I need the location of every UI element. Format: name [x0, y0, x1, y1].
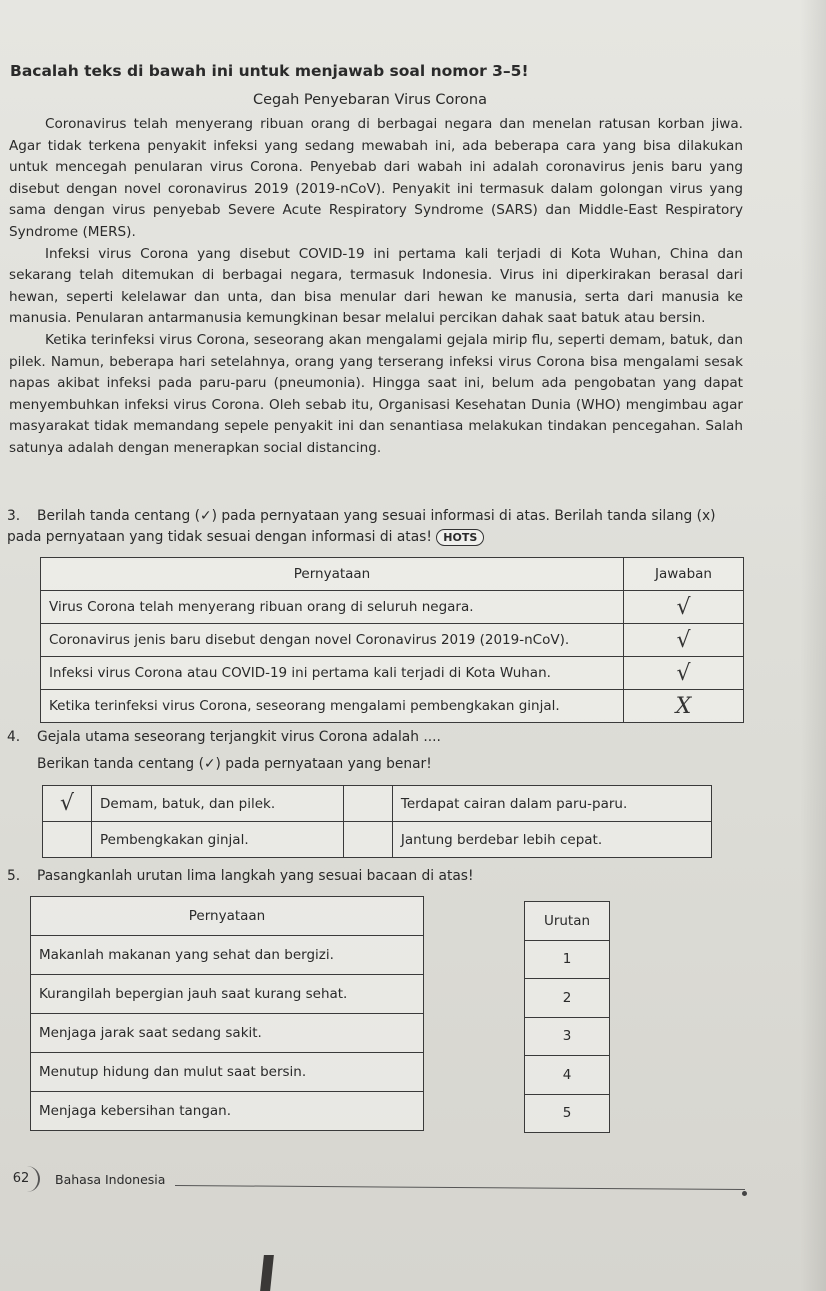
order-cell[interactable]: 2	[525, 979, 610, 1018]
statement-cell[interactable]: Menjaga kebersihan tangan.	[31, 1092, 424, 1131]
question-5-text: Pasangkanlah urutan lima langkah yang sesuai bacaan di atas!	[37, 868, 474, 884]
table-header-row	[41, 558, 744, 591]
statement-cell: Infeksi virus Corona atau COVID-19 ini pertama kali terjadi di Kota Wuhan.	[41, 657, 624, 690]
paragraph-3: Ketika terinfeksi virus Corona, seseorang akan mengalami gejala mirip flu, seperti demam, batuk, dan pilek. Namun, beberapa hari setelahnya, orang yang terserang infeksi virus Corona bisa mengalami sesak napas akibat infeksi pada paru-paru (pneumonia). Hingga saat ini, belum ada pengobatan yang dapat menyembuhkan infeksi virus Corona. Oleh sebab itu, Organisasi Kesehatan Dunia (WHO) mengimbau agar masyarakat tidak memandang sepele penyakit ini dan senantiasa melakukan tindakan pencegahan. Salah satunya adalah dengan menerapkan social distancing.	[9, 331, 743, 456]
answer-cell[interactable]	[624, 657, 744, 690]
table-row	[41, 591, 744, 624]
option-checkbox[interactable]	[43, 786, 92, 822]
header-statement: Pernyataan	[31, 897, 424, 936]
cross-mark: X	[675, 693, 692, 719]
table-row	[41, 657, 744, 690]
paragraph-2: Infeksi virus Corona yang disebut COVID-19 ini pertama kali terjadi di Kota Wuhan, China dan sekarang telah ditemukan di berbagai negara, termasuk Indonesia. Virus ini diperkirakan berasal dari hewan, seperti kelelawar dan unta, dan bisa menular dari hewan ke manusia, serta dari manusia ke manusia. Penularan antarmanusia kemungkinan besar melalui percikan dahak saat batuk atau bersin.	[9, 245, 743, 327]
check-mark: √	[676, 594, 691, 620]
table-row	[41, 624, 744, 657]
statement-cell[interactable]: Menutup hidung dan mulut saat bersin.	[31, 1053, 424, 1092]
reading-title: Cegah Penyebaran Virus Corona	[252, 92, 488, 108]
table-row	[31, 936, 424, 975]
question-3-number: 3.	[7, 508, 21, 524]
table-row	[525, 979, 610, 1018]
order-cell[interactable]: 5	[525, 1094, 610, 1133]
table-row	[41, 690, 744, 723]
question-3	[7, 506, 747, 548]
question-4-text: Gejala utama seseorang terjangkit virus Corona adalah ....	[37, 729, 441, 745]
question-4-subtext: Berikan tanda centang (✓) pada pernyataan yang benar!	[37, 756, 432, 772]
footer-dot	[742, 1191, 747, 1196]
table-row	[31, 1053, 424, 1092]
statement-cell: Ketika terinfeksi virus Corona, seseorang mengalami pembengkakan ginjal.	[41, 690, 624, 723]
page-edge-shadow	[800, 0, 826, 1291]
question-4-options	[42, 785, 712, 858]
header-statement: Pernyataan	[41, 558, 624, 591]
paragraph-1	[9, 114, 743, 244]
check-mark: √	[59, 791, 75, 816]
option-text: Demam, batuk, dan pilek.	[92, 786, 344, 822]
option-text: Pembengkakan ginjal.	[92, 822, 344, 858]
header-answer: Jawaban	[624, 558, 744, 591]
question-5	[7, 866, 747, 887]
table-header-row	[525, 902, 610, 941]
option-text: Terdapat cairan dalam paru-paru.	[392, 786, 711, 822]
option-checkbox[interactable]	[343, 822, 392, 858]
table-row	[31, 975, 424, 1014]
answer-cell[interactable]	[624, 591, 744, 624]
answer-cell[interactable]	[624, 690, 744, 723]
reading-text	[9, 114, 743, 460]
check-mark: √	[676, 660, 691, 686]
answer-cell[interactable]	[624, 624, 744, 657]
option-checkbox[interactable]	[43, 822, 92, 858]
question-3-table	[40, 557, 744, 723]
hots-badge: HOTS	[436, 529, 484, 546]
question-4	[7, 727, 747, 775]
table-row	[525, 1056, 610, 1095]
options-row	[43, 786, 712, 822]
order-cell[interactable]: 4	[525, 1056, 610, 1095]
subject-label: Bahasa Indonesia	[55, 1172, 166, 1187]
statement-cell: Virus Corona telah menyerang ribuan orang di seluruh negara.	[41, 591, 624, 624]
question-4-number: 4.	[7, 729, 21, 745]
table-row	[31, 1092, 424, 1131]
table-row	[525, 940, 610, 979]
question-5-number: 5.	[7, 868, 21, 884]
page-number: 62	[4, 1166, 40, 1192]
question-5-order	[524, 901, 610, 1133]
footer-rule	[175, 1185, 745, 1190]
table-header-row	[31, 897, 424, 936]
table-row	[31, 1014, 424, 1053]
page-footer	[0, 1158, 760, 1198]
statement-cell[interactable]: Makanlah makanan yang sehat dan bergizi.	[31, 936, 424, 975]
binder-clip-shadow	[260, 1255, 274, 1291]
question-3-text: Berilah tanda centang (✓) pada pernyataan yang sesuai informasi di atas. Berilah tanda silang (x) pada pernyataan yang tidak sesuai dengan informasi di atas!	[7, 508, 716, 545]
check-mark: √	[676, 627, 691, 653]
question-5-statements	[30, 896, 424, 1131]
statement-cell[interactable]: Menjaga jarak saat sedang sakit.	[31, 1014, 424, 1053]
header-order: Urutan	[525, 902, 610, 941]
instruction: Bacalah teks di bawah ini untuk menjawab soal nomor 3–5!	[10, 62, 529, 80]
option-text: Jantung berdebar lebih cepat.	[392, 822, 711, 858]
statement-cell: Coronavirus jenis baru disebut dengan novel Coronavirus 2019 (2019-nCoV).	[41, 624, 624, 657]
options-row	[43, 822, 712, 858]
table-row	[525, 1017, 610, 1056]
paragraph-1-text: Coronavirus telah menyerang ribuan orang di berbagai negara dan menelan ratusan korban jiwa. Agar tidak terkena penyakit infeksi yang sedang mewabah ini, ada beberapa cara yang bisa dilakukan untuk mencegah penularan virus Corona. Penyebab dari wabah ini adalah coronavirus jenis baru yang disebut dengan novel coronavirus 2019 (2019-nCoV). Penyakit ini termasuk dalam golongan virus yang sama dengan virus penyebab Severe Acute Respiratory Syndrome (SARS) dan Middle-East Respiratory Syndrome (MERS).	[9, 116, 743, 240]
statement-cell[interactable]: Kurangilah bepergian jauh saat kurang sehat.	[31, 975, 424, 1014]
order-cell[interactable]: 1	[525, 940, 610, 979]
option-checkbox[interactable]	[343, 786, 392, 822]
table-row	[525, 1094, 610, 1133]
order-cell[interactable]: 3	[525, 1017, 610, 1056]
